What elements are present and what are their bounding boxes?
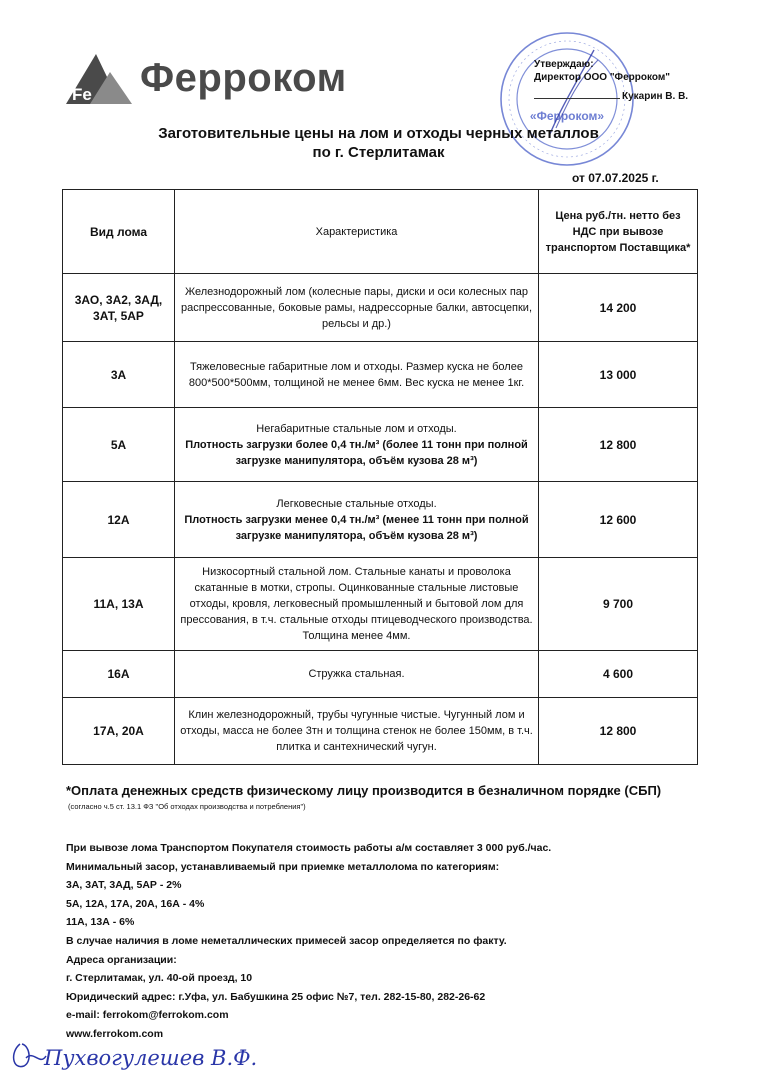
row-price: 13 000 bbox=[539, 342, 698, 408]
row-kind: 12А bbox=[63, 482, 175, 558]
row-price: 12 800 bbox=[539, 408, 698, 482]
row-kind: 3А bbox=[63, 342, 175, 408]
table-row bbox=[63, 698, 698, 765]
row-price: 4 600 bbox=[539, 651, 698, 698]
table-row bbox=[63, 274, 698, 342]
info-line: www.ferrokom.com bbox=[66, 1027, 164, 1040]
stamp-text: «Ферроком» bbox=[529, 109, 605, 123]
row-kind: 16А bbox=[63, 651, 175, 698]
row-desc bbox=[175, 408, 539, 482]
logo-mark-icon bbox=[62, 50, 134, 106]
row-desc-text: Железнодорожный лом (колесные пары, диски и оси колесных пар распрессованные, боковые рамы, надрессорные балки, автосцепки, рельсы и др.) bbox=[180, 285, 533, 330]
approval-label: Утверждаю: bbox=[534, 59, 594, 70]
table-row bbox=[63, 482, 698, 558]
header-desc: Характеристика bbox=[175, 190, 539, 274]
row-kind: 3АО, 3А2, 3АД, 3АТ, 5АР bbox=[63, 274, 175, 342]
row-kind: 17А, 20А bbox=[63, 698, 175, 765]
approval-signature-line bbox=[534, 98, 620, 99]
info-line: 3А, 3АТ, 3АД, 5АР - 2% bbox=[66, 879, 182, 892]
info-line: При вывозе лома Транспортом Покупателя стоимость работы а/м составляет 3 000 руб./час. bbox=[66, 842, 552, 854]
info-line: Юридический адрес: г.Уфа, ул. Бабушкина 25 офис №7, тел. 282-15-80, 282-26-62 bbox=[66, 990, 486, 1003]
row-kind: 11А, 13А bbox=[63, 558, 175, 651]
row-desc-text: Негабаритные стальные лом и отходы. bbox=[256, 422, 457, 435]
row-desc bbox=[175, 698, 539, 765]
info-line: e-mail: ferrokom@ferrokom.com bbox=[66, 1009, 229, 1022]
row-desc-text: Легковесные стальные отходы. bbox=[276, 497, 437, 510]
info-line: Минимальный засор, устанавливаемый при приемке металлолома по категориям: bbox=[66, 860, 500, 873]
document-date: от 07.07.2025 г. bbox=[572, 171, 659, 185]
row-desc-text: Низкосортный стальной лом. Стальные канаты и проволока скатанные в мотки, стропы. Оцинкованные стальные листовые отходы, кровля, легковесный промышленный и бытовой лом для прессования, в т.ч. стальные отходы птицеводческого производства. Толщина менее 4мм. bbox=[180, 566, 533, 642]
title-line-1: Заготовительные цены на лом и отходы черных металлов bbox=[158, 125, 599, 142]
approval-position: Директор ООО "Ферроком" bbox=[534, 72, 670, 83]
row-desc bbox=[175, 342, 539, 408]
info-line: 5А, 12А, 17А, 20А, 16А - 4% bbox=[66, 897, 205, 910]
table-row bbox=[63, 342, 698, 408]
table-row bbox=[63, 558, 698, 651]
row-desc-text: Клин железнодорожный, трубы чугунные чистые. Чугунный лом и отходы, масса не более 3тн и толщина стенок не более 150мм, в т.ч. плитка и сантехнический чугун. bbox=[180, 709, 533, 753]
document-title bbox=[0, 124, 757, 162]
row-price: 12 600 bbox=[539, 482, 698, 558]
header-kind: Вид лома bbox=[63, 190, 175, 274]
row-price: 14 200 bbox=[539, 274, 698, 342]
row-desc-bold: Плотность загрузки менее 0,4 тн./м³ (менее 11 тонн при полной загрузке манипулятора, объём кузова 28 м³) bbox=[184, 513, 529, 542]
row-price: 9 700 bbox=[539, 558, 698, 651]
info-line: В случае наличия в ломе неметаллических примесей засор определяется по факту. bbox=[66, 934, 507, 947]
payment-note: *Оплата денежных средств физическому лицу производится в безналичном порядке (СБП) bbox=[66, 783, 662, 798]
row-desc bbox=[175, 482, 539, 558]
info-line: г. Стерлитамак, ул. 40-ой проезд, 10 bbox=[66, 972, 253, 985]
row-desc bbox=[175, 558, 539, 651]
table-row bbox=[63, 408, 698, 482]
info-line: 11А, 13А - 6% bbox=[66, 916, 135, 929]
approval-block bbox=[534, 58, 670, 84]
payment-law-reference: (согласно ч.5 ст. 13.1 ФЗ "Об отходах производства и потребления") bbox=[68, 802, 306, 811]
row-desc bbox=[175, 651, 539, 698]
logo-name: Ферроком bbox=[140, 56, 347, 100]
signature-text: Пухвогулешев В.Ф. bbox=[44, 1046, 258, 1070]
row-price: 12 800 bbox=[539, 698, 698, 765]
row-desc-text: Тяжеловесные габаритные лом и отходы. Размер куска не более 800*500*500мм, толщиной не менее 6мм. Вес куска не менее 1кг. bbox=[188, 360, 525, 389]
row-desc bbox=[175, 274, 539, 342]
title-line-2: по г. Стерлитамак bbox=[312, 144, 445, 161]
info-block bbox=[66, 839, 551, 1044]
info-line: Адреса организации: bbox=[66, 953, 177, 966]
row-desc-text: Стружка стальная. bbox=[308, 668, 405, 680]
table-header-row bbox=[63, 190, 698, 274]
row-kind: 5А bbox=[63, 408, 175, 482]
row-desc-bold: Плотность загрузки более 0,4 тн./м³ (более 11 тонн при полной загрузке манипулятора, объём кузова 28 м³) bbox=[185, 438, 528, 467]
approval-name: Кукарин В. В. bbox=[622, 91, 689, 102]
logo-mark-text: Fe bbox=[72, 85, 92, 104]
price-table bbox=[62, 189, 698, 765]
table-row bbox=[63, 651, 698, 698]
header-price: Цена руб./тн. нетто без НДС при вывозе транспортом Поставщика* bbox=[539, 190, 698, 274]
